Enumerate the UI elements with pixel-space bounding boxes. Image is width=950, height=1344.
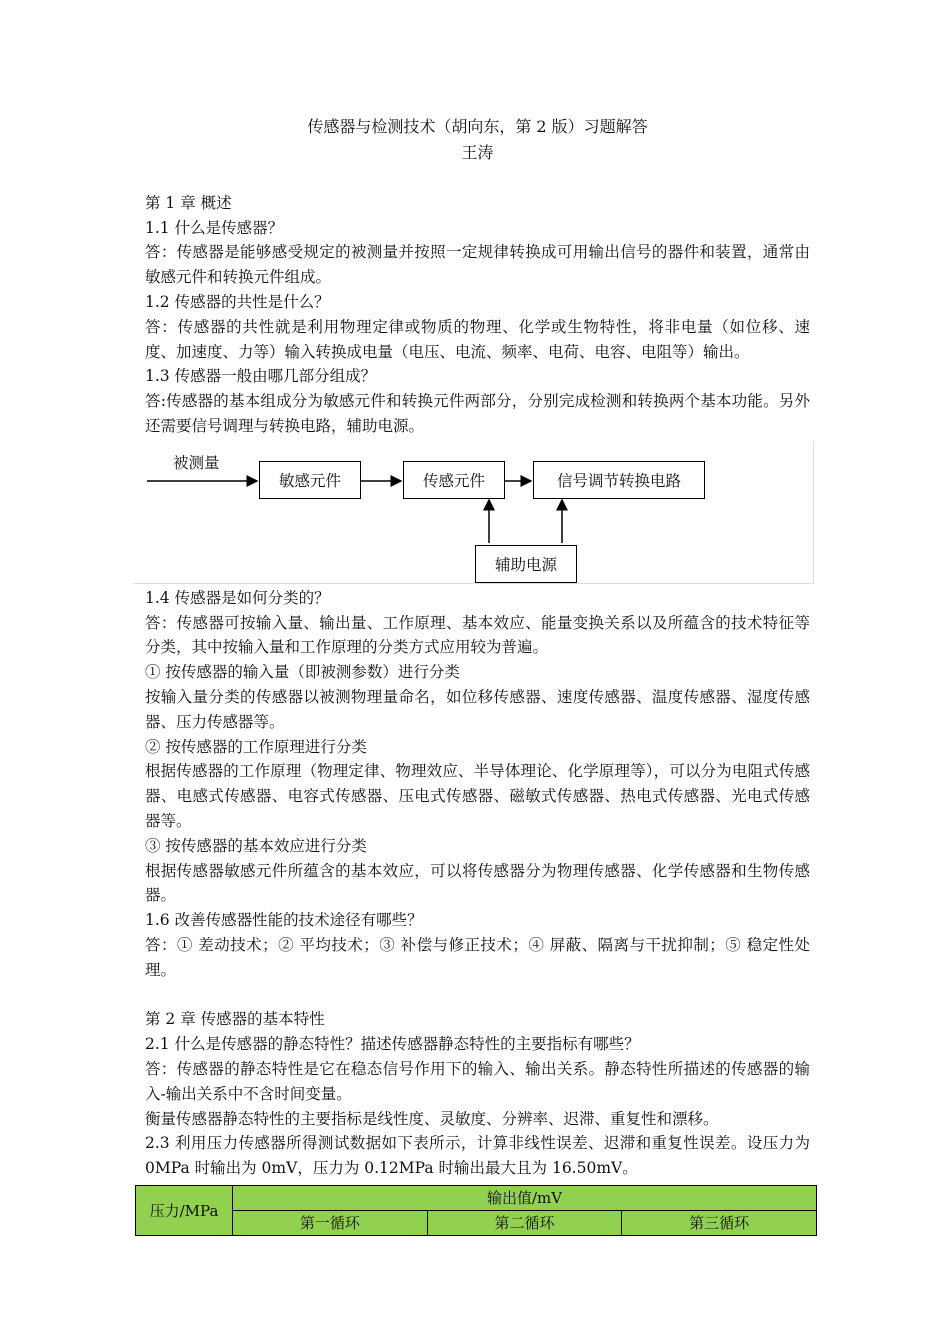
question-1-6: 1.6 改善传感器性能的技术途径有哪些？ (145, 911, 423, 930)
box-sensing-element: 敏感元件 (259, 461, 361, 499)
question-2-1: 2.1 什么是传感器的静态特性？描述传感器静态特性的主要指标有哪些？ (145, 1035, 640, 1054)
pressure-data-table (135, 1185, 817, 1236)
header-cycle-3: 第三循环 (622, 1210, 817, 1235)
classification-1-text: 按输入量分类的传感器以被测物理量命名，如位移传感器、速度传感器、温度传感器、湿度传感器、压力传感器等。 (145, 687, 810, 731)
classification-3-text: 根据传感器敏感元件所蕴含的基本效应，可以将传感器分为物理传感器、化学传感器和生物传感器。 (145, 861, 810, 905)
chapter-1-heading: 第 1 章 概述 (145, 193, 232, 212)
answer-1-3: 答:传感器的基本组成分为敏感元件和转换元件两部分，分别完成检测和转换两个基本功能。另外还需要信号调理与转换电路，辅助电源。 (145, 392, 810, 435)
header-output: 输出值/mV (233, 1185, 817, 1210)
answer-1-1: 答：传感器是能够感受规定的被测量并按照一定规律转换成可用输出信号的器件和装置，通常由敏感元件和转换元件组成。 (145, 243, 810, 287)
box-signal-conditioning: 信号调节转换电路 (533, 461, 705, 499)
document-author: 王涛 (461, 143, 494, 162)
spacer (145, 983, 810, 1008)
classification-1-heading: ① 按传感器的输入量（即被测参数）进行分类 (145, 663, 460, 682)
document-page (145, 114, 810, 1236)
chapter-2-heading: 第 2 章 传感器的基本特性 (145, 1010, 325, 1029)
question-1-4: 1.4 传感器是如何分类的？ (145, 588, 330, 607)
box-conversion-element: 传感元件 (403, 461, 505, 499)
header-pressure: 压力/MPa (136, 1185, 233, 1235)
box-auxiliary-power: 辅助电源 (475, 545, 577, 583)
classification-2-text: 根据传感器的工作原理（物理定律、物理效应、半导体理论、化学原理等），可以分为电阻式传感器、电感式传感器、电容式传感器、压电式传感器、磁敏式传感器、热电式传感器、光电式传感器等。 (145, 762, 810, 830)
answer-1-4: 答：传感器可按输入量、输出量、工作原理、基本效应、能量变换关系以及所蕴含的技术特征等分类，其中按输入量和工作原理的分类方式应用较为普遍。 (145, 613, 810, 657)
answer-2-1-indicators: 衡量传感器静态特性的主要指标是线性度、灵敏度、分辨率、迟滞、重复性和漂移。 (145, 1109, 719, 1128)
classification-3-heading: ③ 按传感器的基本效应进行分类 (145, 836, 367, 855)
question-1-2: 1.2 传感器的共性是什么？ (145, 292, 330, 311)
answer-2-1: 答：传感器的静态特性是它在稳态信号作用下的输入、输出关系。静态特性所描述的传感器的输入-输出关系中不含时间变量。 (145, 1059, 810, 1103)
answer-1-6: 答：① 差动技术；② 平均技术；③ 补偿与修正技术；④ 屏蔽、隔离与干扰抑制；⑤ 稳定性处理。 (145, 935, 810, 979)
question-1-3: 1.3 传感器一般由哪几部分组成？ (145, 367, 377, 386)
classification-2-heading: ② 按传感器的工作原理进行分类 (145, 737, 367, 756)
sensor-block-diagram (133, 441, 814, 584)
answer-1-2: 答：传感器的共性就是利用物理定律或物质的物理、化学或生物特性，将非电量（如位移、速度、加速度、力等）输入转换成电量（电压、电流、频率、电荷、电容、电阻等）输出。 (145, 317, 810, 361)
document-title: 传感器与检测技术（胡向东，第 2 版）习题解答 (307, 117, 648, 136)
spacer (145, 166, 810, 191)
header-cycle-1: 第一循环 (233, 1210, 428, 1235)
question-1-1: 1.1 什么是传感器？ (145, 218, 284, 237)
question-2-3: 2.3 利用压力传感器所得测试数据如下表所示，计算非线性误差、迟滞和重复性误差。设压力为 0MPa 时输出为 0mV，压力为 0.12MPa 时输出最大且为 16.50mV。 (145, 1134, 810, 1178)
header-cycle-2: 第二循环 (427, 1210, 622, 1235)
diagram-input-label: 被测量 (173, 453, 220, 472)
